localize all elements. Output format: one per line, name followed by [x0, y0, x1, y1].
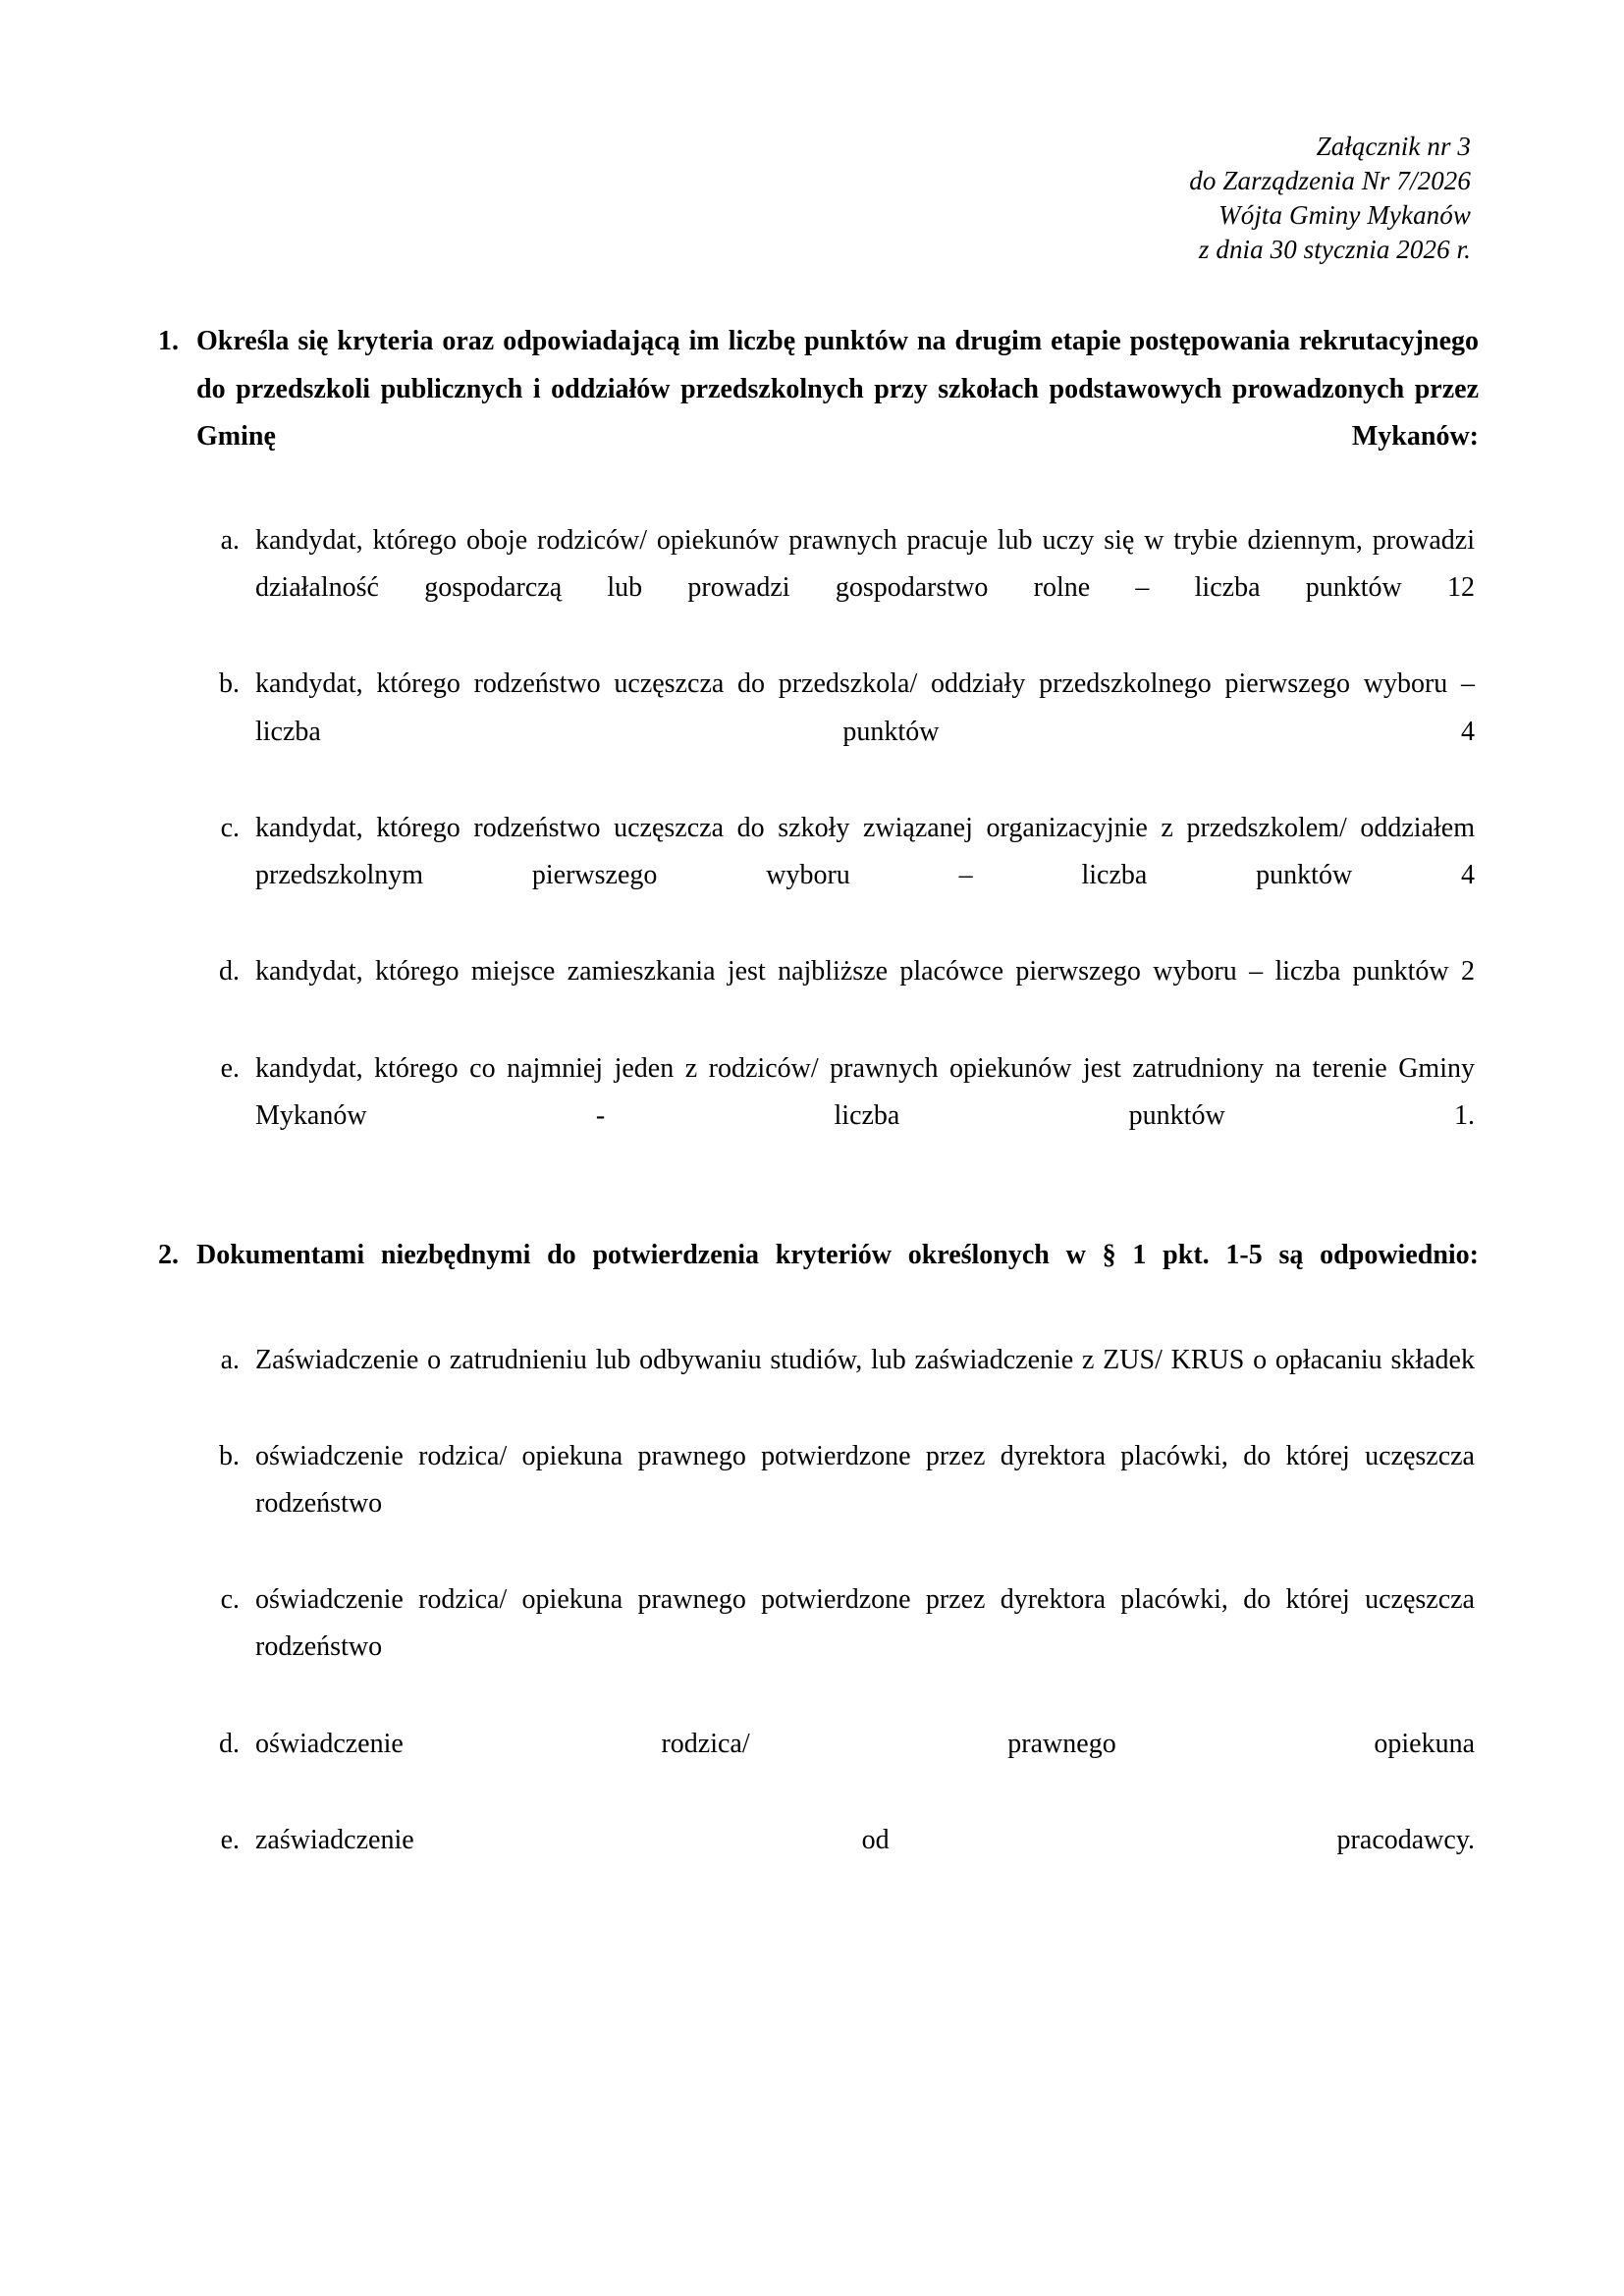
list-item-marker: b.	[219, 668, 240, 700]
list-item-text: kandydat, którego rodzeństwo uczęszcza do szkoły związanej organizacyjnie z przedszkolem/ oddziałem przedszkolnym pierwszego wyboru – liczba punktów 4	[255, 812, 1475, 891]
list-item-text: zaświadczenie od pracodawcy.	[255, 1825, 1475, 1856]
list-item-text: oświadczenie rodzica/ opiekuna prawnego potwierdzone przez dyrektora placówki, do której uczęszcza rodzeństwo	[255, 1584, 1475, 1663]
list-item-marker: a.	[220, 525, 240, 556]
documents-list	[145, 1337, 1479, 1912]
section-text: Dokumentami niezbędnymi do potwierdzenia kryteriów określonych w § 1 pkt. 1-5 są odpowiednio:	[196, 1240, 1479, 1271]
list-item-marker: c.	[220, 812, 240, 843]
criteria-list	[145, 517, 1479, 1187]
list-item-marker: a.	[220, 1344, 240, 1375]
section-documents	[145, 1232, 1479, 1911]
list-item-text: kandydat, którego oboje rodziców/ opiekunów prawnych pracuje lub uczy się w trybie dziennym, prowadzi działalność gospodarczą lub prowadzi gospodarstwo rolne – liczba punktów 12	[255, 525, 1475, 604]
list-item-marker: c.	[220, 1584, 240, 1616]
list-item-text: Zaświadczenie o zatrudnieniu lub odbywaniu studiów, lub zaświadczenie z ZUS/ KRUS o opłacaniu składek	[255, 1344, 1475, 1375]
list-item	[145, 948, 1479, 1042]
section-marker: 1.	[158, 326, 179, 357]
list-item-marker: d.	[219, 1728, 240, 1759]
list-item	[145, 1576, 1479, 1718]
list-item	[145, 1045, 1479, 1187]
section-criteria	[145, 318, 1479, 1187]
header-line-authority: Wójta Gminy Mykanów	[1218, 200, 1471, 231]
header-line-attachment-number: Załącznik nr 3	[1316, 132, 1471, 161]
list-item-text: oświadczenie rodzica/ opiekuna prawnego potwierdzone przez dyrektora placówki, do której uczęszcza rodzeństwo	[255, 1440, 1475, 1519]
list-item-marker: b.	[219, 1440, 240, 1471]
list-item-text: oświadczenie rodzica/ prawnego opiekuna	[255, 1728, 1475, 1759]
section-heading	[145, 1232, 1479, 1326]
section-marker: 2.	[158, 1240, 179, 1271]
list-item-text: kandydat, którego rodzeństwo uczęszcza do przedszkola/ oddziały przedszkolnego pierwszego wyboru – liczba punktów 4	[255, 668, 1475, 747]
document-header	[145, 130, 1471, 267]
section-heading	[145, 318, 1479, 507]
list-item	[145, 1721, 1479, 1815]
list-item	[145, 805, 1479, 946]
header-line-date: z dnia 30 stycznia 2026 r.	[1198, 235, 1471, 265]
section-text: Określa się kryteria oraz odpowiadającą im liczbę punktów na drugim etapie postępowania rekrutacyjnego do przedszkoli publicznych i oddziałów przedszkolnych przy szkołach podstawowych prowadzonych przez Gminę Mykanów:	[196, 326, 1479, 452]
list-item	[145, 1337, 1479, 1431]
list-item-text: kandydat, którego co najmniej jeden z rodziców/ prawnych opiekunów jest zatrudniony na terenie Gminy Mykanów - liczba punktów 1.	[255, 1052, 1475, 1131]
list-item-marker: d.	[219, 956, 240, 988]
list-item	[145, 1817, 1479, 1911]
list-item-text: kandydat, którego miejsce zamieszkania jest najbliższe placówce pierwszego wyboru – liczba punktów 2	[255, 956, 1475, 988]
header-line-ordinance: do Zarządzenia Nr 7/2026	[1189, 166, 1471, 196]
list-item	[145, 1433, 1479, 1575]
list-item-marker: e.	[220, 1052, 240, 1084]
list-item-marker: e.	[220, 1825, 240, 1856]
list-item	[145, 517, 1479, 659]
list-item	[145, 661, 1479, 802]
